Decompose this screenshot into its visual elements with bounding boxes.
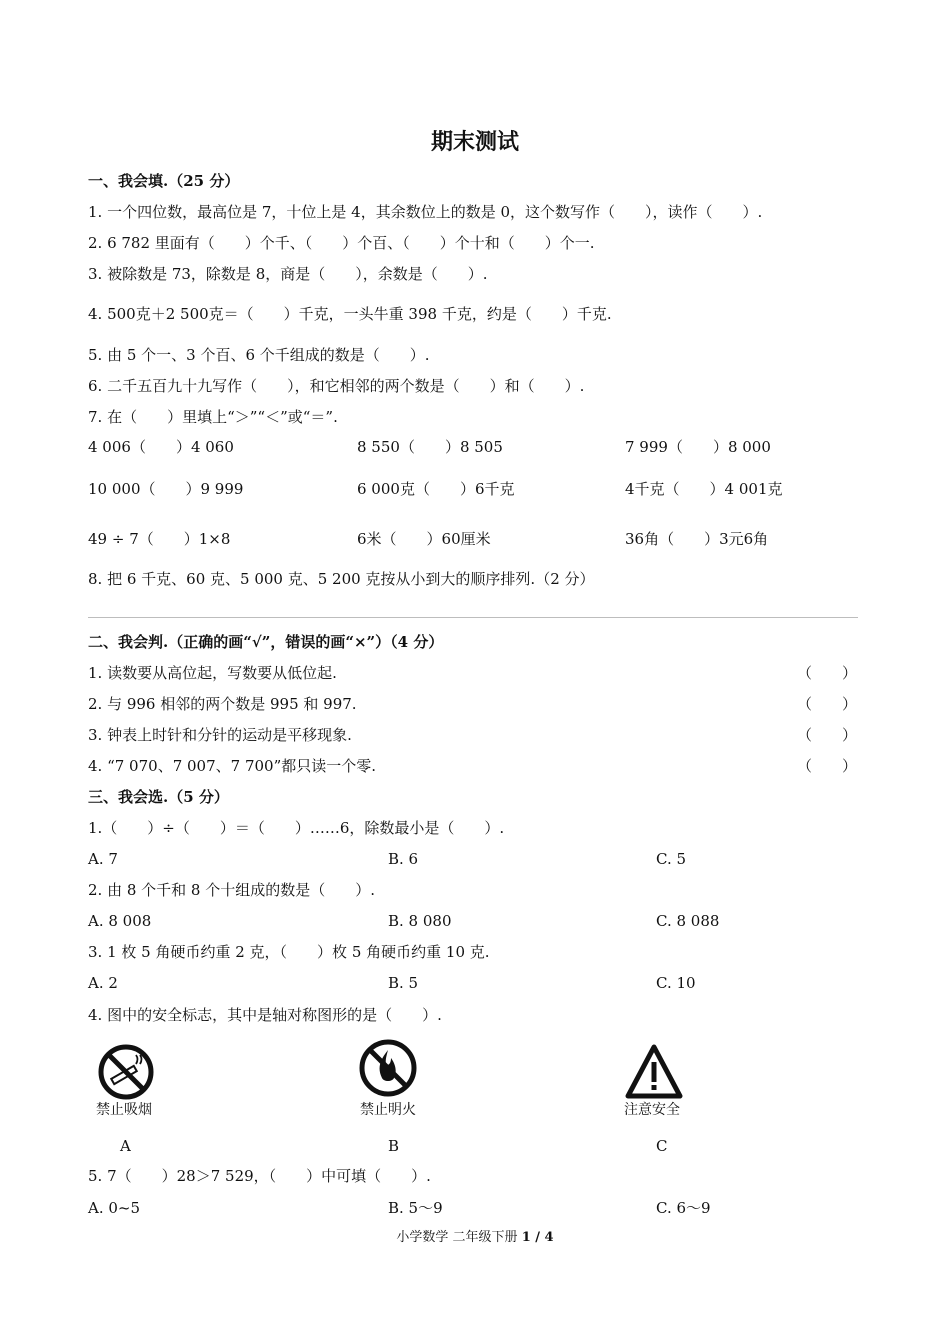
choice-option: B. 5～9: [388, 1199, 443, 1217]
sign-caption: 禁止明火: [360, 1102, 416, 1118]
compare-item: 36角（ ）3元6角: [625, 530, 769, 548]
choice-option: C. 10: [656, 974, 696, 992]
sign-caption: 禁止吸烟: [96, 1102, 152, 1118]
judge-answer-paren: （ ）: [797, 664, 858, 682]
page-footer: [0, 1228, 950, 1248]
page-number: 1 / 4: [521, 1230, 554, 1245]
sign-option-letter: C: [656, 1137, 668, 1155]
choice-question-3: 3. 1 枚 5 角硬币约重 2 克，（ ）枚 5 角硬币约重 10 克.: [88, 943, 490, 961]
sign-option-letter: A: [120, 1137, 131, 1155]
page-title: 期末测试: [430, 129, 519, 155]
choice-option: C. 8 088: [656, 912, 720, 930]
compare-item: 8 550（ ）8 505: [357, 438, 503, 456]
compare-item: 4 006（ ）4 060: [88, 438, 234, 456]
choice-option: B. 6: [388, 850, 419, 868]
judge-answer-paren: （ ）: [797, 695, 858, 713]
fill-question-6: 6. 二千五百九十九写作（ ），和它相邻的两个数是（ ）和（ ）.: [88, 377, 585, 395]
fill-question-1: 1. 一个四位数，最高位是 7，十位上是 4，其余数位上的数是 0，这个数写作（ ），读作（ ）.: [88, 203, 763, 221]
fill-question-5: 5. 由 5 个一、3 个百、6 个千组成的数是（ ）.: [88, 346, 430, 364]
choice-option: A. 7: [88, 850, 118, 868]
section-2-heading: 二、我会判.（正确的画“√”，错误的画“×”）（4 分）: [88, 633, 444, 651]
fill-question-4: 4. 500克＋2 500克＝（ ）千克，一头牛重 398 千克，约是（ ）千克.: [88, 305, 612, 323]
judge-answer-paren: （ ）: [797, 757, 858, 775]
compare-item: 6 000克（ ）6千克: [357, 480, 515, 498]
fill-question-3: 3. 被除数是 73，除数是 8，商是（ ），余数是（ ）.: [88, 265, 488, 283]
choice-option: C. 6～9: [656, 1199, 711, 1217]
footer-text: 小学数学 二年级下册: [396, 1230, 522, 1245]
no-smoking-sign-icon: [96, 1042, 156, 1102]
no-open-flame-sign-icon: [358, 1038, 418, 1098]
caution-sign-icon: [624, 1042, 684, 1102]
judge-answer-paren: （ ）: [797, 726, 858, 744]
sign-option-letter: B: [388, 1137, 400, 1155]
choice-option: B. 5: [388, 974, 419, 992]
choice-question-5: 5. 7（ ）28＞7 529，（ ）中可填（ ）.: [88, 1167, 431, 1185]
fill-question-7: 7. 在（ ）里填上“＞”“＜”或“＝”.: [88, 408, 338, 426]
compare-item: 49 ÷ 7（ ）1×8: [88, 530, 231, 548]
fill-question-8: 8. 把 6 千克、60 克、5 000 克、5 200 克按从小到大的顺序排列.（2 分）: [88, 570, 595, 588]
compare-item: 4千克（ ）4 001克: [625, 480, 783, 498]
choice-option: B. 8 080: [388, 912, 452, 930]
choice-question-2: 2. 由 8 个千和 8 个十组成的数是（ ）.: [88, 881, 376, 899]
sign-caption: 注意安全: [624, 1102, 680, 1118]
section-1-heading: 一、我会填.（25 分）: [88, 172, 240, 190]
compare-item: 6米（ ）60厘米: [357, 530, 491, 548]
judge-item-1: 1. 读数要从高位起，写数要从低位起.: [88, 664, 337, 682]
section-3-heading: 三、我会选.（5 分）: [88, 788, 229, 806]
judge-item-2: 2. 与 996 相邻的两个数是 995 和 997.: [88, 695, 357, 713]
choice-option: C. 5: [656, 850, 687, 868]
choice-question-1: 1.（ ）÷（ ）＝（ ）……6，除数最小是（ ）.: [88, 819, 505, 837]
section-divider: [88, 617, 858, 618]
fill-question-2: 2. 6 782 里面有（ ）个千、（ ）个百、（ ）个十和（ ）个一.: [88, 234, 595, 252]
compare-item: 7 999（ ）8 000: [625, 438, 771, 456]
choice-option: A. 0~5: [88, 1199, 141, 1217]
judge-item-4: 4. “7 070、7 007、7 700”都只读一个零.: [88, 757, 377, 775]
choice-option: A. 8 008: [88, 912, 152, 930]
judge-item-3: 3. 钟表上时针和分针的运动是平移现象.: [88, 726, 352, 744]
choice-option: A. 2: [88, 974, 118, 992]
choice-question-4: 4. 图中的安全标志，其中是轴对称图形的是（ ）.: [88, 1006, 442, 1024]
compare-item: 10 000（ ）9 999: [88, 480, 244, 498]
